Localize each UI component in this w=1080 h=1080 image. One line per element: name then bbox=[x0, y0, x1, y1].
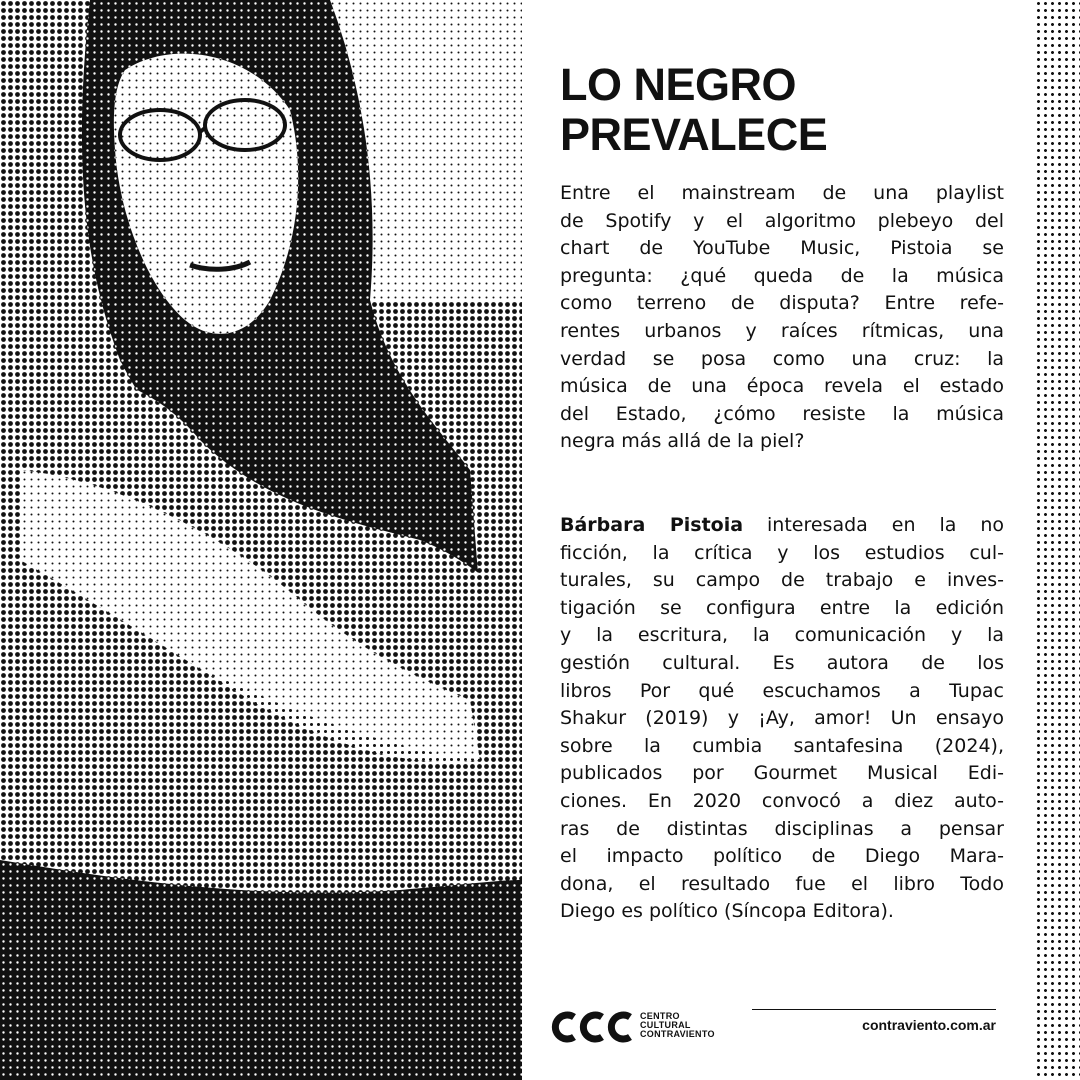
text-panel bbox=[522, 0, 1035, 1080]
bio-line: tigación se configura entre la edición bbox=[560, 596, 1004, 619]
bio-line: ras de distintas disciplinas a pensar bbox=[560, 817, 1004, 840]
bio-line: Shakur (2019) y ¡Ay, amor! Un ensayo bbox=[560, 707, 1004, 730]
website-link[interactable]: contraviento.com.ar bbox=[862, 1017, 996, 1033]
author-name: Bárbara Pistoia bbox=[560, 514, 744, 536]
bio-line: gestión cultural. Es autora de los bbox=[560, 651, 1004, 674]
logo-wordmark bbox=[640, 1012, 715, 1039]
bio-first-line-text: interesada en la no bbox=[743, 514, 1004, 536]
bio-line: el impacto político de Diego Mara- bbox=[560, 845, 1004, 868]
intro-line: música de una época revela el estado bbox=[560, 375, 1004, 398]
bio-line: sobre la cumbia santafesina (2024), bbox=[560, 734, 1004, 757]
logo-line: CONTRAVIENTO bbox=[640, 1029, 715, 1039]
bio-line: libros Por qué escuchamos a Tupac bbox=[560, 679, 1004, 702]
intro-line: del Estado, ¿cómo resiste la música bbox=[560, 402, 1004, 425]
logo-line: CENTRO bbox=[640, 1011, 680, 1021]
intro-line: negra más allá de la piel? bbox=[560, 430, 805, 453]
logo-line: CULTURAL bbox=[640, 1020, 691, 1030]
intro-line: rentes urbanos y raíces rítmicas, una bbox=[560, 319, 1004, 342]
intro-line: pregunta: ¿qué queda de la música bbox=[560, 264, 1004, 287]
intro-line: verdad se posa como una cruz: la bbox=[560, 347, 1004, 370]
title-line: LO NEGRO bbox=[560, 59, 797, 110]
ccc-logo-mark bbox=[550, 1011, 636, 1043]
bio-line: ficción, la crítica y los estudios cul- bbox=[560, 541, 1004, 564]
bio-paragraph bbox=[560, 512, 1004, 926]
bio-line: dona, el resultado fue el libro Todo bbox=[560, 872, 1004, 895]
halftone-portrait-photo bbox=[0, 0, 522, 1080]
bio-first-line bbox=[560, 512, 1004, 540]
title-line: PREVALECE bbox=[560, 109, 828, 160]
bio-line: Diego es político (Síncopa Editora). bbox=[560, 900, 894, 923]
bio-line: publicados por Gourmet Musical Edi- bbox=[560, 762, 1004, 785]
intro-line: Entre el mainstream de una playlist bbox=[560, 182, 1004, 204]
intro-paragraph bbox=[560, 180, 1004, 456]
bio-line: y la escritura, la comunicación y la bbox=[560, 624, 1004, 647]
footer-divider bbox=[752, 1009, 996, 1010]
intro-line: como terreno de disputa? Entre refe- bbox=[560, 292, 1004, 315]
intro-line: de Spotify y el algoritmo plebeyo del bbox=[560, 209, 1004, 232]
page-title bbox=[560, 60, 827, 160]
bio-line: ciones. En 2020 convocó a diez auto- bbox=[560, 789, 1004, 812]
intro-line: chart de YouTube Music, Pistoia se bbox=[560, 237, 1004, 260]
halftone-edge-strip bbox=[1035, 0, 1080, 1080]
bio-line: turales, su campo de trabajo e inves- bbox=[560, 569, 1004, 592]
